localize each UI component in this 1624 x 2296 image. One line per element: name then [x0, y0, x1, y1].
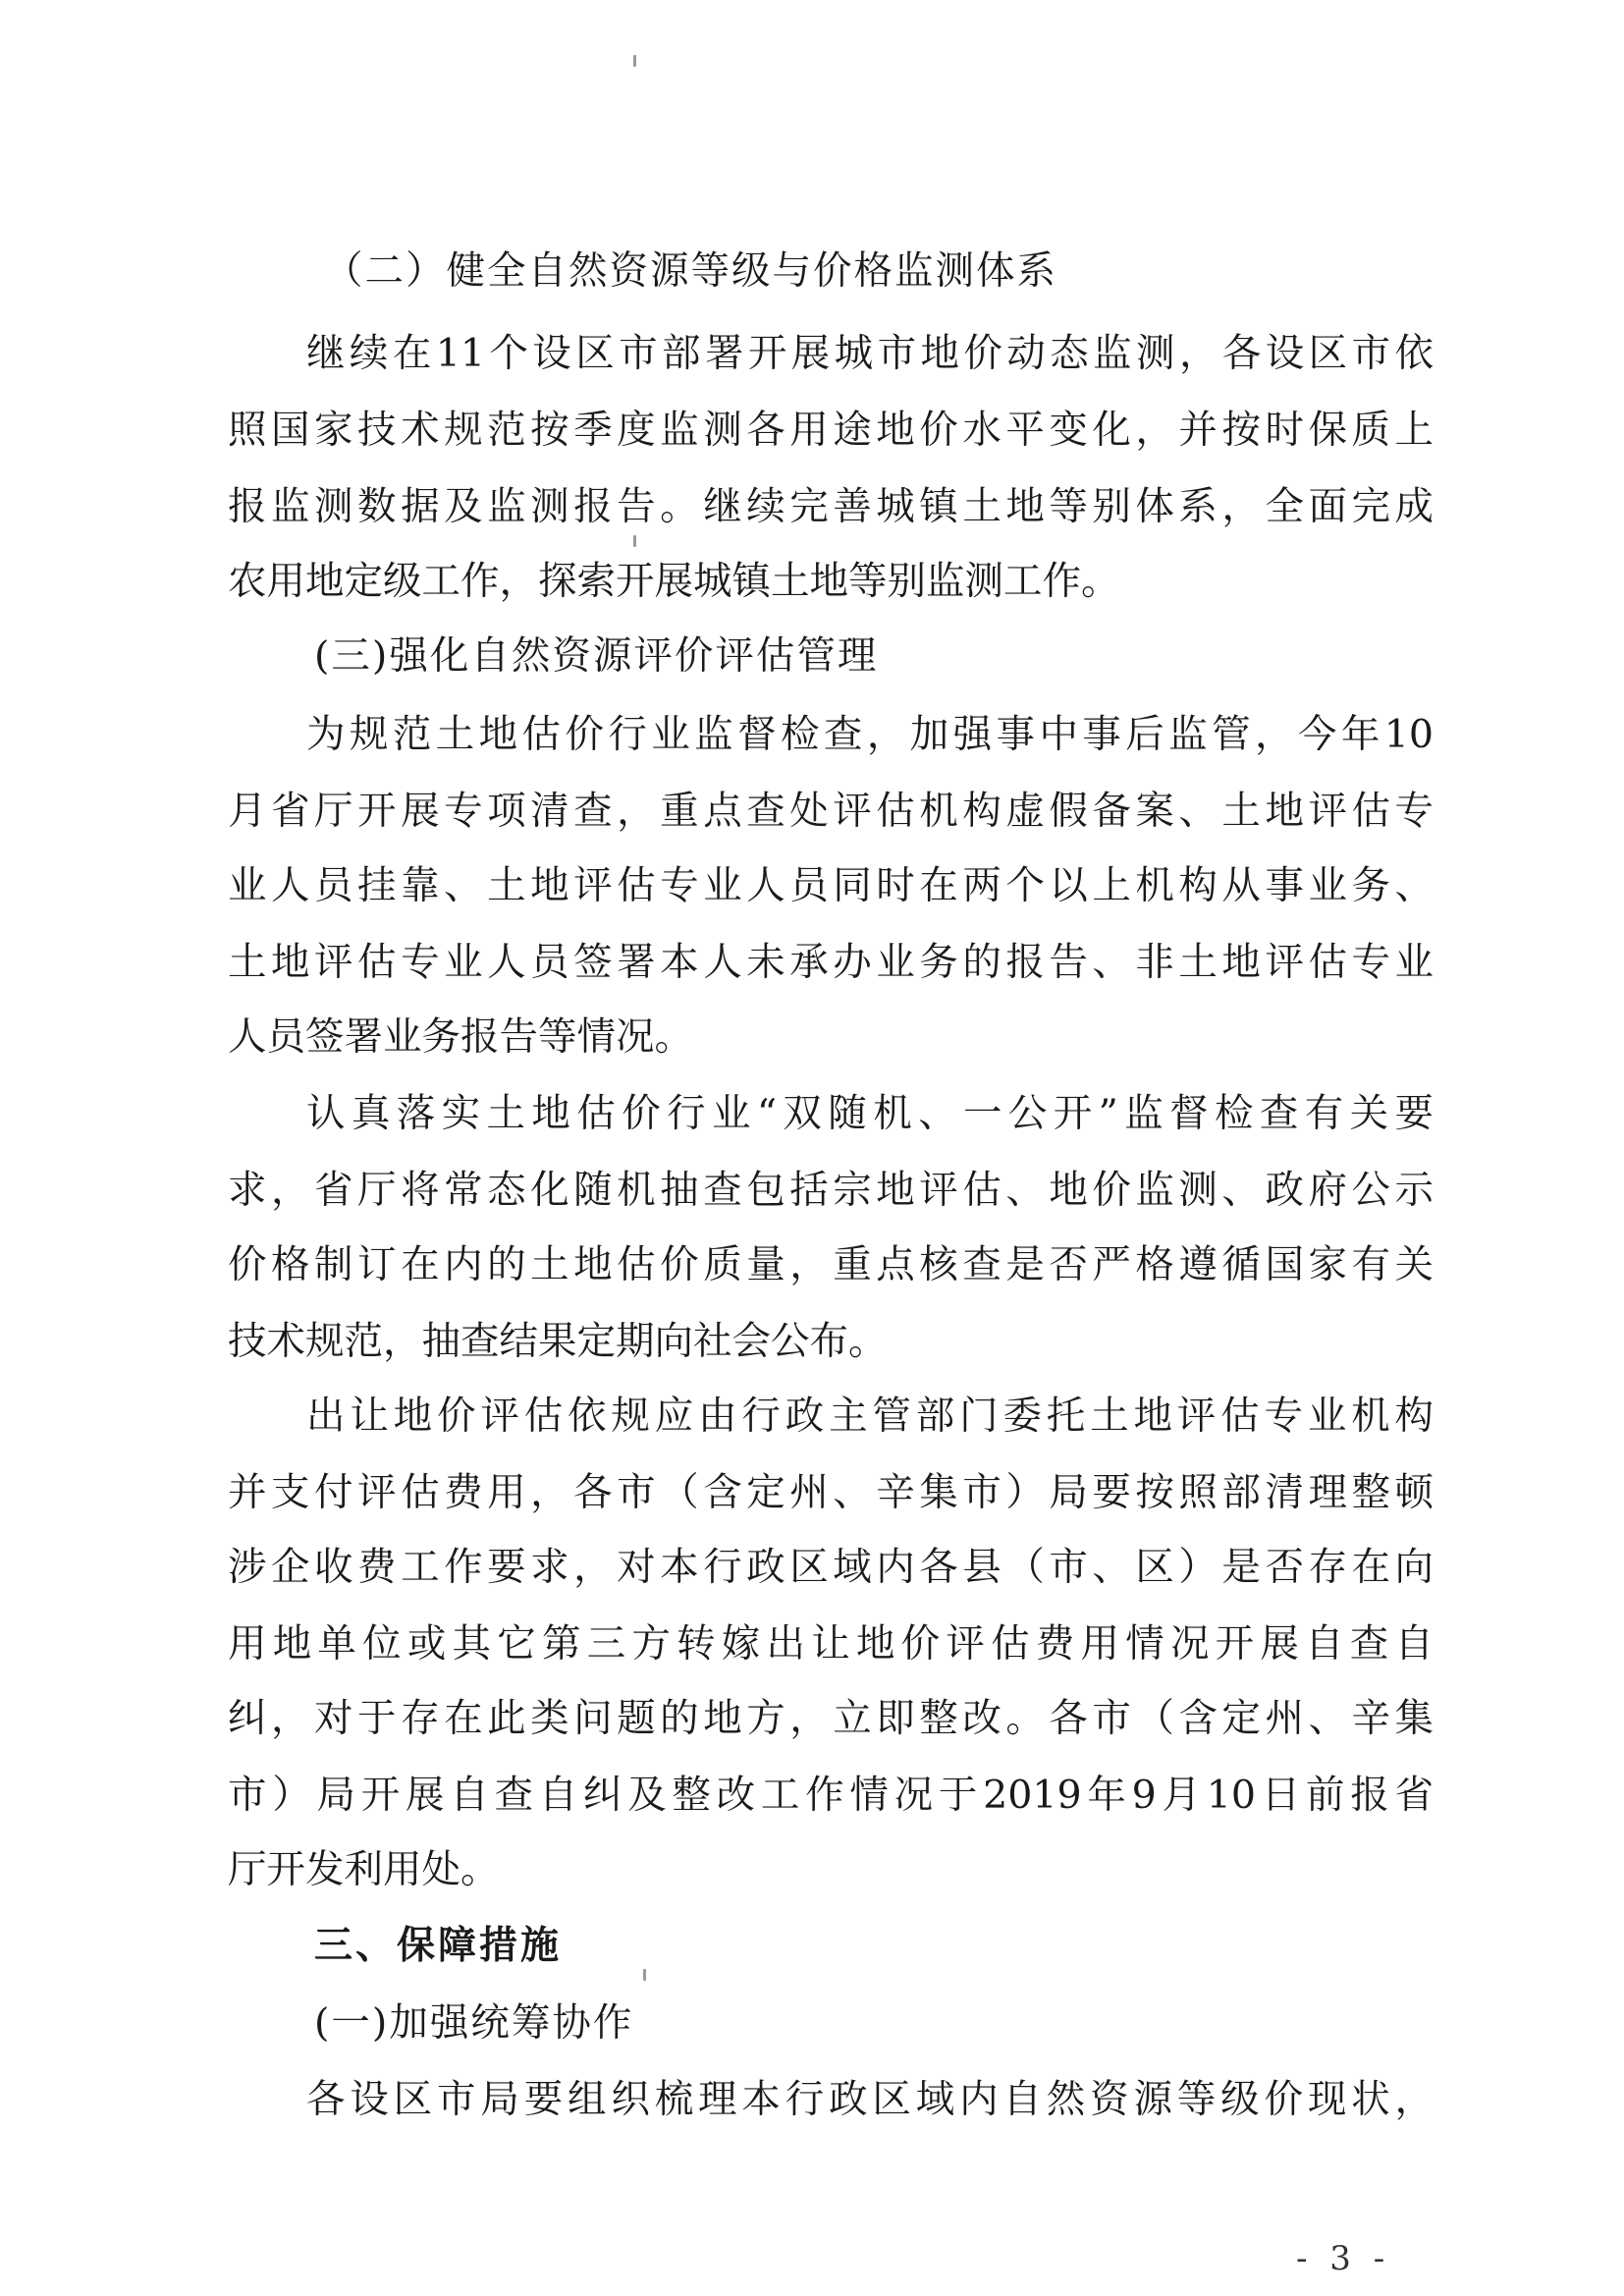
- paragraph-line: 涉企收费工作要求，对本行政区域内各县（市、区）是否存在向: [228, 1545, 1434, 1590]
- paragraph-line: 照国家技术规范按季度监测各用途地价水平变化，并按时保质上: [228, 408, 1434, 453]
- paragraph-line: 出让地价评估依规应由行政主管部门委托土地评估专业机构: [306, 1394, 1434, 1439]
- paragraph-line: 各设区市局要组织梳理本行政区域内自然资源等级价现状，: [306, 2077, 1434, 2122]
- paragraph-line: 业人员挂靠、土地评估专业人员同时在两个以上机构从事业务、: [228, 863, 1434, 908]
- paragraph-line: 技术规范，抽查结果定期向社会公布。: [228, 1319, 888, 1364]
- paragraph-line: 为规范土地估价行业监督检查，加强事中事后监管，今年10: [306, 712, 1434, 757]
- section-heading-3-1: (一)加强统筹协作: [314, 2000, 634, 2046]
- section-heading-3-main: 三、保障措施: [314, 1924, 563, 1968]
- paragraph-line: 继续在11个设区市部署开展城市地价动态监测，各设区市依: [306, 331, 1434, 376]
- paragraph-line: 人员签署业务报告等情况。: [228, 1014, 693, 1060]
- paragraph-line: 纠，对于存在此类问题的地方，立即整改。各市（含定州、辛集: [228, 1696, 1434, 1741]
- paragraph-line: 报监测数据及监测报告。继续完善城镇土地等别体系，全面完成: [228, 484, 1434, 529]
- paragraph-line: 市）局开展自查自纠及整改工作情况于2019年9月10日前报省: [228, 1773, 1434, 1818]
- paragraph-line: 价格制订在内的土地估价质量，重点核查是否严格遵循国家有关: [228, 1242, 1434, 1287]
- paragraph-line: 农用地定级工作，探索开展城镇土地等别监测工作。: [228, 559, 1120, 604]
- paragraph-line: 土地评估专业人员签署本人未承办业务的报告、非土地评估专业: [228, 940, 1434, 985]
- scan-speck: [633, 55, 636, 67]
- paragraph-line: 认真落实土地估价行业“双随机、一公开”监督检查有关要: [306, 1091, 1434, 1136]
- paragraph-line: 厅开发利用处。: [228, 1847, 500, 1892]
- section-heading-3: (三)强化自然资源评价评估管理: [314, 633, 879, 679]
- paragraph-line: 月省厅开展专项清查，重点查处评估机构虚假备案、土地评估专: [228, 789, 1434, 834]
- scan-speck: [633, 535, 636, 547]
- paragraph-line: 并支付评估费用，各市（含定州、辛集市）局要按照部清理整顿: [228, 1470, 1434, 1515]
- page-number: - 3 -: [1296, 2239, 1391, 2278]
- paragraph-line: 用地单位或其它第三方转嫁出让地价评估费用情况开展自查自: [228, 1621, 1434, 1667]
- paragraph-line: 求，省厅将常态化随机抽查包括宗地评估、地价监测、政府公示: [228, 1168, 1434, 1213]
- section-heading-2: （二）健全自然资源等级与价格监测体系: [324, 248, 1057, 294]
